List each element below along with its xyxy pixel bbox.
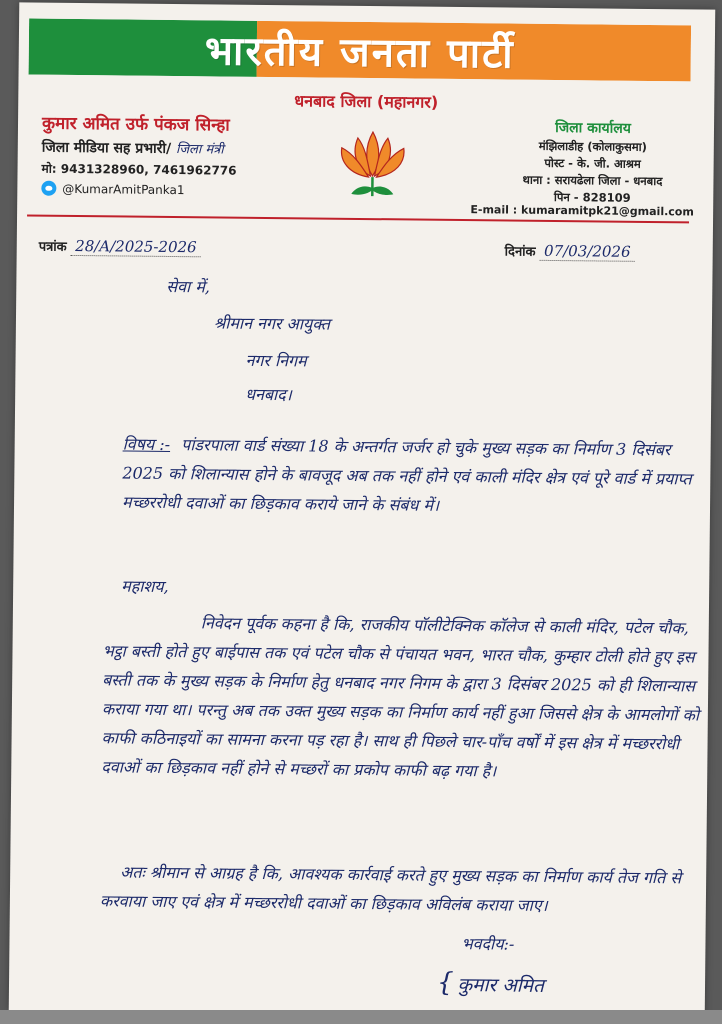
office-line: मंझिलाडीह (कोलाकुसमा) (538, 138, 647, 154)
party-name: भारतीय जनता पार्टी (204, 27, 515, 78)
to-line: सेवा में, (166, 276, 211, 297)
closing: भवदीय:- (461, 934, 515, 954)
body-paragraph-1: निवेदन पूर्वक कहना है कि, राजकीय पॉलीटेक्निक कॉलेज से काली मंदिर, पटेल चौक, भट्ठा बस्ती होते हुए बाईपास तक एवं पटेल चौक से पंचायत भवन, भारत चौक, कुम्हार टोली होते हुए इस बस्ती तक के मुख्य सड़क के निर्माण हेतु धनबाद नगर निगम के द्वारा 3 दिसंबर 2025 को ही शिलान्यास कराया गया था। परन्तु अब तक उक्त मुख्य सड़क का निर्माण कार्य नहीं हुआ जिससे क्षेत्र के आमलोगों को काफी कठिनाइयों का सामना करना पड़ रहा है। साथ ही पिछले चार-पाँच वर्षों में इस क्षेत्र में मच्छररोधी दवाओं का छिड़काव नहीं होने से मच्छरों का प्रकोप काफी बढ़ गया है। (101, 613, 700, 781)
addressee-block (165, 278, 466, 425)
signature (437, 969, 657, 1001)
office-title: जिला कार्यालय (555, 120, 631, 137)
subject-paragraph (122, 429, 703, 522)
district-name: धनबाद जिला (महानगर) (294, 91, 439, 112)
reference-label: पत्रांक (38, 239, 67, 255)
reference-value: 28/A/2025-2026 (71, 237, 201, 257)
addressee-office: नगर निगम (245, 350, 307, 371)
addressee-city: धनबाद। (245, 384, 292, 405)
twitter-icon (41, 181, 56, 196)
reference-number (39, 237, 201, 257)
sender-block (41, 111, 342, 199)
signature-name: कुमार अमित (457, 974, 545, 997)
signature-brace: { (436, 967, 454, 998)
photo-bottom-edge (0, 1010, 722, 1024)
party-banner (29, 18, 692, 81)
sender-twitter (41, 181, 341, 199)
sender-name: कुमार अमित उर्फ पंकज सिन्हा (41, 113, 230, 136)
letter-sheet (9, 2, 716, 1017)
office-block (477, 117, 708, 206)
salutation: महाशय, (121, 576, 169, 596)
sender-role-handwritten: जिला मंत्री (175, 142, 224, 158)
sender-role-printed: जिला मीडिया सह प्रभारी/ (41, 139, 172, 157)
twitter-handle: @KumarAmitPanka1 (62, 181, 185, 197)
lotus-logo-icon (317, 124, 428, 205)
office-line: थाना : सरायढेला जिला - धनबाद (522, 172, 663, 189)
office-line: पिन - 828109 (553, 189, 631, 205)
office-line: पोस्ट - के. जी. आश्रम (544, 155, 641, 171)
body-paragraph-2: अतः श्रीमान से आग्रह है कि, आवश्यक कार्रवाई करते हुए मुख्य सड़क का निर्माण कार्य तेज गति से करवाया जाए एवं क्षेत्र में मच्छररोधी दवाओं का छिड़काव अविलंब कराया जाए। (99, 862, 682, 915)
date-value: 07/03/2026 (540, 242, 635, 262)
date-label: दिनांक (504, 244, 536, 260)
sender-phone: मो: 9431328960, 7461962776 (41, 161, 237, 178)
addressee-title: श्रीमान नगर आयुक्त (213, 313, 331, 335)
sender-role (42, 138, 342, 160)
subject-label: विषय :- (122, 434, 171, 454)
subject-text: पांडरपाला वार्ड संख्या 18 के अन्तर्गत जर्जर हो चुके मुख्य सड़क का निर्माण 3 दिसंबर 2025 को शिलान्यास होने के बावजूद अब तक नहीं होने एवं काली मंदिर क्षेत्र एवं पूरे वार्ड में प्रयाप्त मच्छररोधी दवाओं का छिड़काव कराये जाने के संबंध में। (121, 435, 692, 515)
letter-date (505, 241, 635, 260)
office-email: E-mail : kumaramitpk21@gmail.com (470, 203, 694, 219)
